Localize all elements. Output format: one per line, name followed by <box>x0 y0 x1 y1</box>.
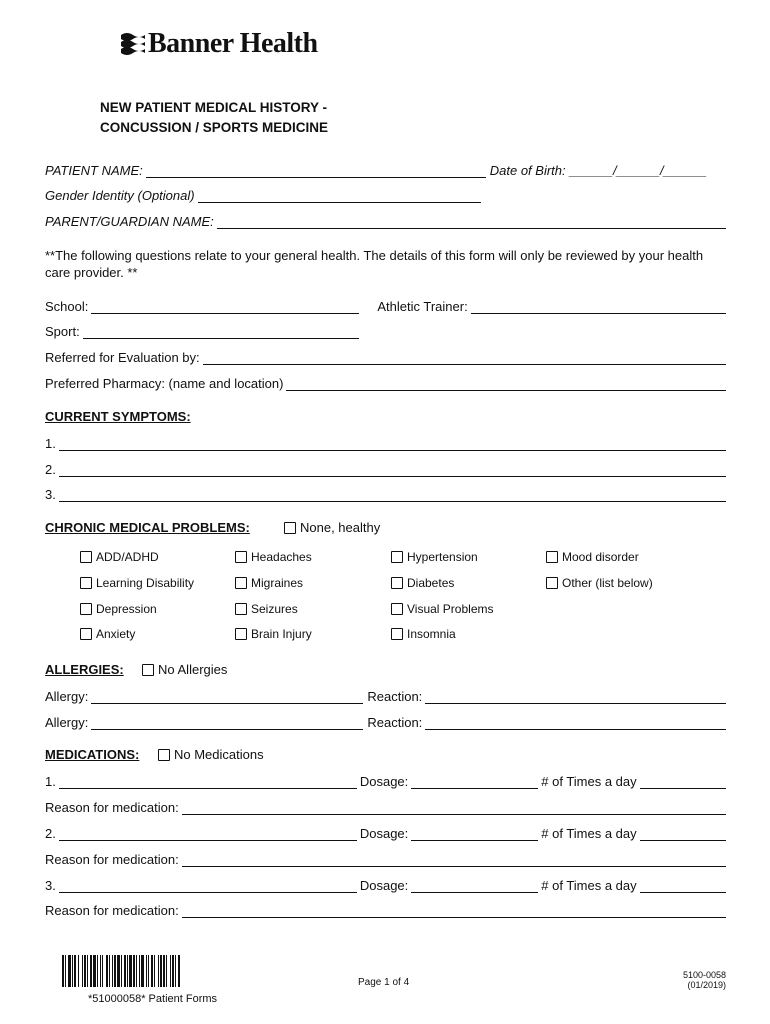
checkbox[interactable] <box>391 551 403 563</box>
checkbox[interactable] <box>80 603 92 615</box>
gender-label: Gender Identity (Optional) <box>45 188 195 203</box>
chronic-option-label: Seizures <box>251 602 298 616</box>
allergy-row-1 <box>45 686 726 704</box>
dosage-field-3[interactable] <box>411 879 538 893</box>
medication-field-3[interactable] <box>59 879 357 893</box>
checkbox[interactable] <box>142 664 154 676</box>
logo-text: Banner Health <box>148 28 318 59</box>
form-title-line2: CONCUSSION / SPORTS MEDICINE <box>100 120 329 135</box>
checkbox[interactable] <box>546 551 558 563</box>
allergy-field-1[interactable] <box>91 690 363 704</box>
school-row <box>45 296 726 314</box>
chronic-option[interactable] <box>391 627 456 641</box>
reaction-label: Reaction: <box>367 689 423 704</box>
pharmacy-field[interactable] <box>286 377 726 391</box>
allergy-label: Allergy: <box>45 715 89 730</box>
reason-label: Reason for medication: <box>45 800 179 815</box>
chronic-option-label: Mood disorder <box>562 550 639 564</box>
medication-row-2 <box>45 823 726 841</box>
chronic-option[interactable] <box>80 602 157 616</box>
patient-name-row <box>45 160 726 178</box>
chronic-option[interactable] <box>546 576 653 590</box>
form-title <box>100 98 328 138</box>
chronic-option-label: Learning Disability <box>96 576 195 590</box>
symptom-field-3[interactable] <box>59 488 726 502</box>
dob-field[interactable]: ______/______/______ <box>569 163 707 178</box>
chronic-option-label: Depression <box>96 602 157 616</box>
times-label: # of Times a day <box>541 774 637 789</box>
page-number: Page 1 of 4 <box>358 977 410 988</box>
trainer-label: Athletic Trainer: <box>377 299 468 314</box>
checkbox[interactable] <box>80 628 92 640</box>
school-label: School: <box>45 299 89 314</box>
allergy-field-2[interactable] <box>91 716 363 730</box>
chronic-option-label: Insomnia <box>407 627 456 641</box>
symptom-field-2[interactable] <box>59 463 726 477</box>
chronic-option-label: Other (list below) <box>562 576 653 590</box>
dosage-label: Dosage: <box>359 878 409 893</box>
guardian-field[interactable] <box>217 215 726 229</box>
medications-heading: MEDICATIONS: <box>45 747 140 762</box>
form-code: 5100-0058 <box>682 970 726 980</box>
checkbox[interactable] <box>80 551 92 563</box>
times-field-1[interactable] <box>640 775 726 789</box>
chronic-option-label: ADD/ADHD <box>96 550 159 564</box>
form-date: (01/2019) <box>687 980 726 990</box>
medication-number: 2. <box>45 826 56 841</box>
medication-field-1[interactable] <box>59 775 357 789</box>
symptom-field-1[interactable] <box>59 437 726 451</box>
checkbox[interactable] <box>391 603 403 615</box>
guardian-row <box>45 211 726 229</box>
allergy-label: Allergy: <box>45 689 89 704</box>
medication-row-3 <box>45 875 726 893</box>
no-allergies-label: No Allergies <box>158 662 228 677</box>
barcode-caption: *51000058* Patient Forms <box>88 993 218 1005</box>
chronic-none-option[interactable] <box>284 520 380 535</box>
chronic-option[interactable] <box>235 602 298 616</box>
reaction-field-1[interactable] <box>425 690 726 704</box>
privacy-note: **The following questions relate to your general health. The details of this form will only be reviewed by your health care provider. ** <box>45 248 704 280</box>
chronic-option-label: Headaches <box>251 550 312 564</box>
checkbox[interactable] <box>391 628 403 640</box>
chronic-none-label: None, healthy <box>300 520 381 535</box>
dosage-label: Dosage: <box>359 826 409 841</box>
banner-health-logo <box>118 28 318 60</box>
allergies-heading: ALLERGIES: <box>45 662 124 677</box>
symptom-row-3 <box>45 484 726 502</box>
form-title-line1: NEW PATIENT MEDICAL HISTORY - <box>100 100 328 115</box>
chronic-option[interactable] <box>80 550 159 564</box>
checkbox[interactable] <box>546 577 558 589</box>
dosage-field-1[interactable] <box>411 775 538 789</box>
barcode <box>62 955 266 987</box>
reason-label: Reason for medication: <box>45 903 179 918</box>
symptom-number: 3. <box>45 487 56 502</box>
checkbox[interactable] <box>284 522 296 534</box>
chronic-heading: CHRONIC MEDICAL PROBLEMS: <box>45 520 250 535</box>
symptom-number: 2. <box>45 462 56 477</box>
times-label: # of Times a day <box>541 826 637 841</box>
no-medications-label: No Medications <box>174 747 264 762</box>
chronic-option[interactable] <box>391 602 493 616</box>
checkbox[interactable] <box>80 577 92 589</box>
chronic-option[interactable] <box>391 550 478 564</box>
allergy-row-2 <box>45 712 726 730</box>
no-allergies-option[interactable] <box>142 662 227 677</box>
symptom-row-1 <box>45 433 726 451</box>
checkbox[interactable] <box>235 577 247 589</box>
pharmacy-label: Preferred Pharmacy: (name and location) <box>45 376 284 391</box>
symptoms-heading: CURRENT SYMPTOMS: <box>45 409 191 424</box>
reason-field-1[interactable] <box>182 801 726 815</box>
dosage-field-2[interactable] <box>411 827 538 841</box>
times-label: # of Times a day <box>541 878 637 893</box>
chronic-option[interactable] <box>391 576 454 590</box>
referred-row <box>45 347 726 365</box>
reason-row-1 <box>45 797 726 815</box>
medication-number: 3. <box>45 878 56 893</box>
chronic-option[interactable] <box>80 576 194 590</box>
reason-row-2 <box>45 849 726 867</box>
symptom-row-2 <box>45 459 726 477</box>
chronic-option-label: Diabetes <box>407 576 455 590</box>
chronic-option-label: Anxiety <box>96 627 136 641</box>
sport-field[interactable] <box>83 325 359 339</box>
gender-field[interactable] <box>198 189 481 203</box>
reaction-label: Reaction: <box>367 715 423 730</box>
chronic-option-label: Migraines <box>251 576 304 590</box>
checkbox[interactable] <box>235 628 247 640</box>
checkbox[interactable] <box>391 577 403 589</box>
chronic-option-label: Visual Problems <box>407 602 494 616</box>
medication-row-1 <box>45 771 726 789</box>
symptom-number: 1. <box>45 436 56 451</box>
dob-label: Date of Birth: <box>489 163 566 178</box>
reason-field-3[interactable] <box>182 904 726 918</box>
medication-number: 1. <box>45 774 56 789</box>
banner-wave-icon <box>118 29 148 59</box>
chronic-option-label: Hypertension <box>407 550 478 564</box>
checkbox[interactable] <box>235 603 247 615</box>
patient-name-label: PATIENT NAME: <box>45 163 143 178</box>
chronic-option[interactable] <box>80 627 135 641</box>
chronic-option[interactable] <box>235 550 312 564</box>
referred-field[interactable] <box>203 351 726 365</box>
guardian-label: PARENT/GUARDIAN NAME: <box>45 214 214 229</box>
checkbox[interactable] <box>235 551 247 563</box>
reason-row-3 <box>45 900 726 918</box>
dosage-label: Dosage: <box>359 774 409 789</box>
reason-field-2[interactable] <box>182 853 726 867</box>
trainer-field[interactable] <box>471 300 726 314</box>
patient-name-field[interactable] <box>146 164 486 178</box>
chronic-option[interactable] <box>235 627 312 641</box>
sport-label: Sport: <box>45 324 80 339</box>
times-field-2[interactable] <box>640 827 726 841</box>
reaction-field-2[interactable] <box>425 716 726 730</box>
chronic-option-label: Brain Injury <box>251 627 312 641</box>
pharmacy-row <box>45 373 726 391</box>
checkbox[interactable] <box>158 749 170 761</box>
chronic-option[interactable] <box>546 550 639 564</box>
gender-row <box>45 185 726 203</box>
chronic-option[interactable] <box>235 576 303 590</box>
referred-label: Referred for Evaluation by: <box>45 350 200 365</box>
school-field[interactable] <box>91 300 359 314</box>
times-field-3[interactable] <box>640 879 726 893</box>
reason-label: Reason for medication: <box>45 852 179 867</box>
no-medications-option[interactable] <box>158 747 264 762</box>
sport-row <box>45 321 726 339</box>
medication-field-2[interactable] <box>59 827 357 841</box>
form-code-block <box>683 970 726 990</box>
